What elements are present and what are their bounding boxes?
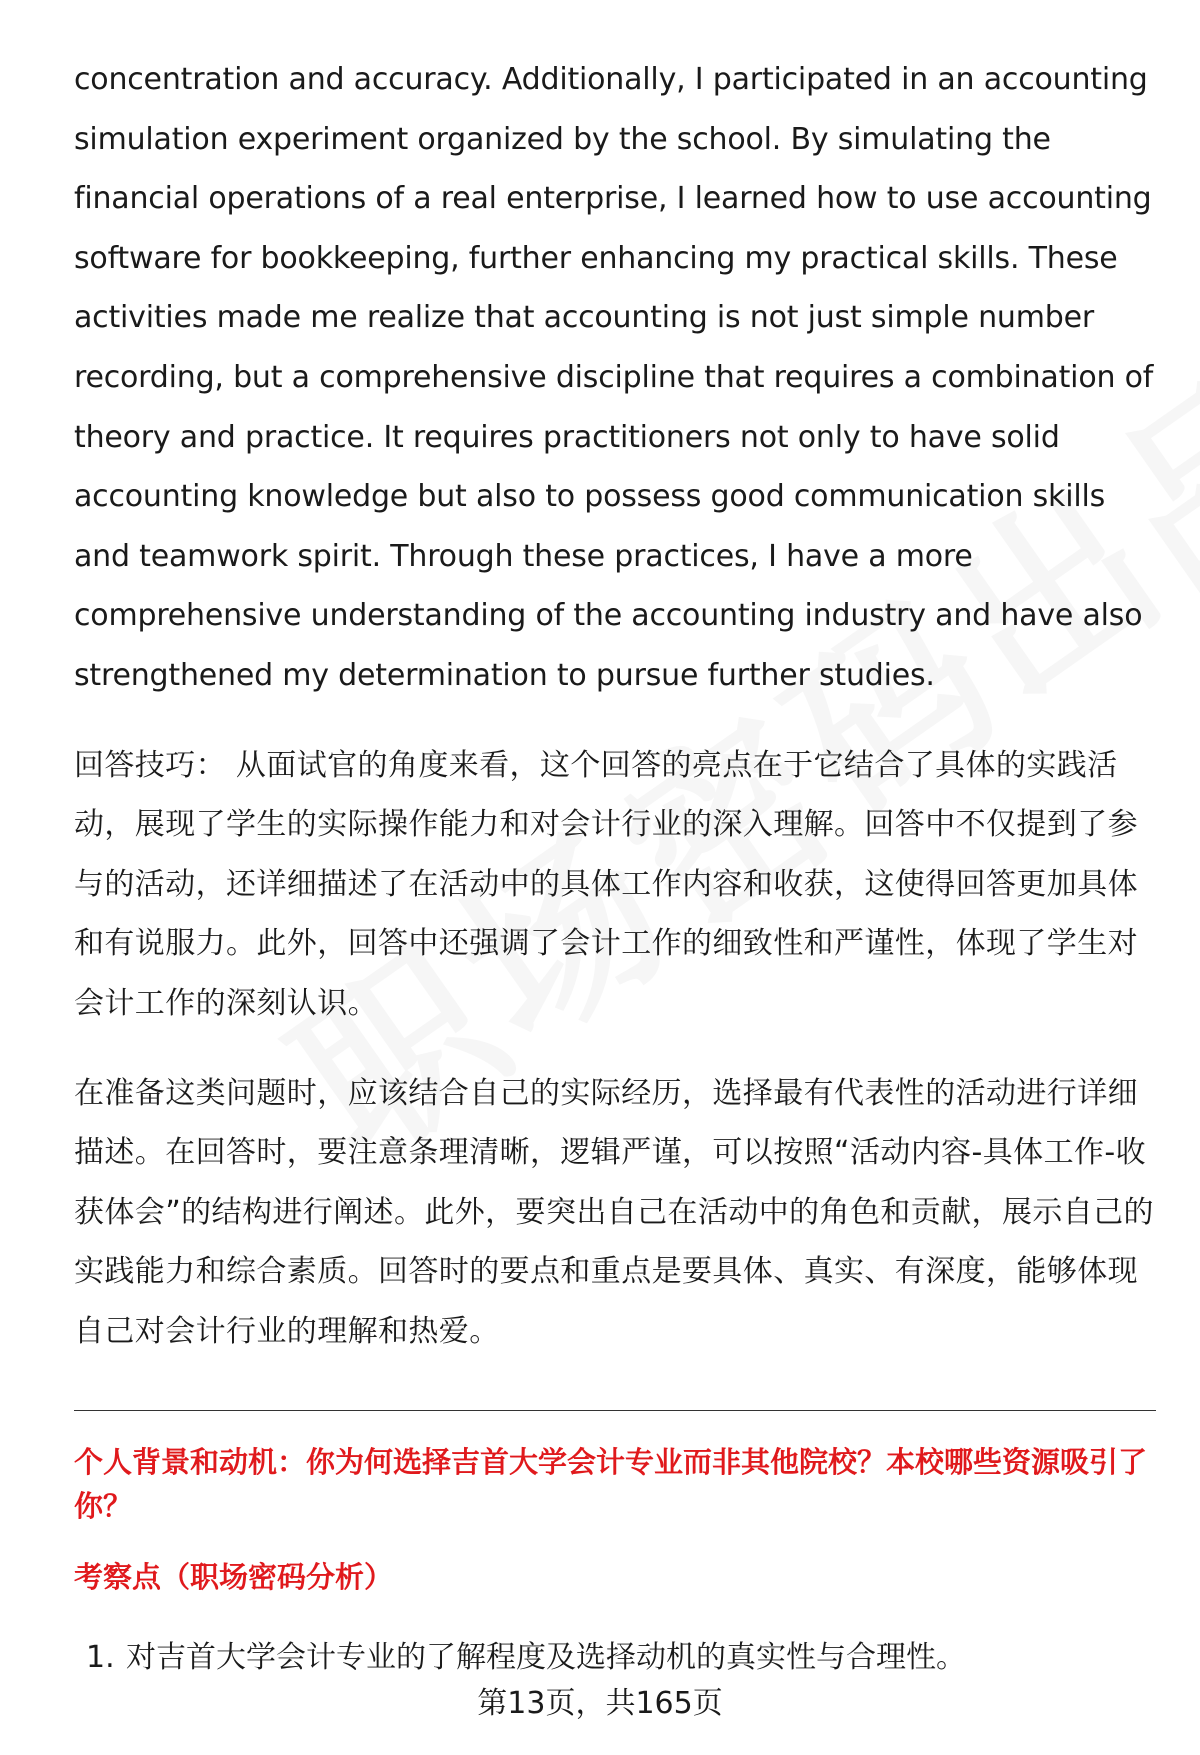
list-item-number: 1.	[86, 1640, 115, 1675]
answer-tips-paragraph: 回答技巧： 从面试官的角度来看，这个回答的亮点在于它结合了具体的实践活动，展现了学生的实际操作能力和对会计行业的深入理解。回答中不仅提到了参与的活动，还详细描述了在活动中的具体工作内容和收获，这使得回答更加具体和有说服力。此外，回答中还强调了会计工作的细致性和严谨性，体现了学生对会计工作的深刻认识。	[74, 747, 1138, 1021]
english-answer-paragraph: concentration and accuracy. Additionally, I participated in an accounting simulation experiment organized by the school. By simulating the financial operations of a real enterprise, I learned how to use accounting software for bookkeeping, further enhancing my practical skills. These activities made me realize that accounting is not just simple number recording, but a comprehensive discipline that requires a combination of theory and practice. It requires practitioners not only to have solid accounting knowledge but also to possess good communication skills and teamwork spirit. Through these practices, I have a more comprehensive understanding of the accounting industry and have also strengthened my determination to pursue further studies.	[74, 62, 1154, 693]
list-item-text: 对吉首大学会计专业的了解程度及选择动机的真实性与合理性。	[126, 1640, 966, 1675]
page-number-footer: 第13页，共165页	[477, 1686, 723, 1721]
preparation-advice-paragraph: 在准备这类问题时，应该结合自己的实际经历，选择最有代表性的活动进行详细描述。在回答时，要注意条理清晰，逻辑严谨，可以按照“活动内容-具体工作-收获体会”的结构进行阐述。此外，要突出自己在活动中的角色和贡献，展示自己的实践能力和综合素质。回答时的要点和重点是要具体、真实、有深度，能够体现自己对会计行业的理解和热爱。	[74, 1075, 1154, 1349]
question-heading: 个人背景和动机：你为何选择吉首大学会计专业而非其他院校？本校哪些资源吸引了你？	[74, 1445, 1148, 1523]
list-item	[86, 1636, 1146, 1680]
body-content	[74, 50, 1154, 1361]
assessment-points-list	[86, 1636, 1146, 1680]
assessment-points-heading: 考察点（职场密码分析）	[74, 1560, 394, 1594]
section-divider	[74, 1410, 1156, 1411]
